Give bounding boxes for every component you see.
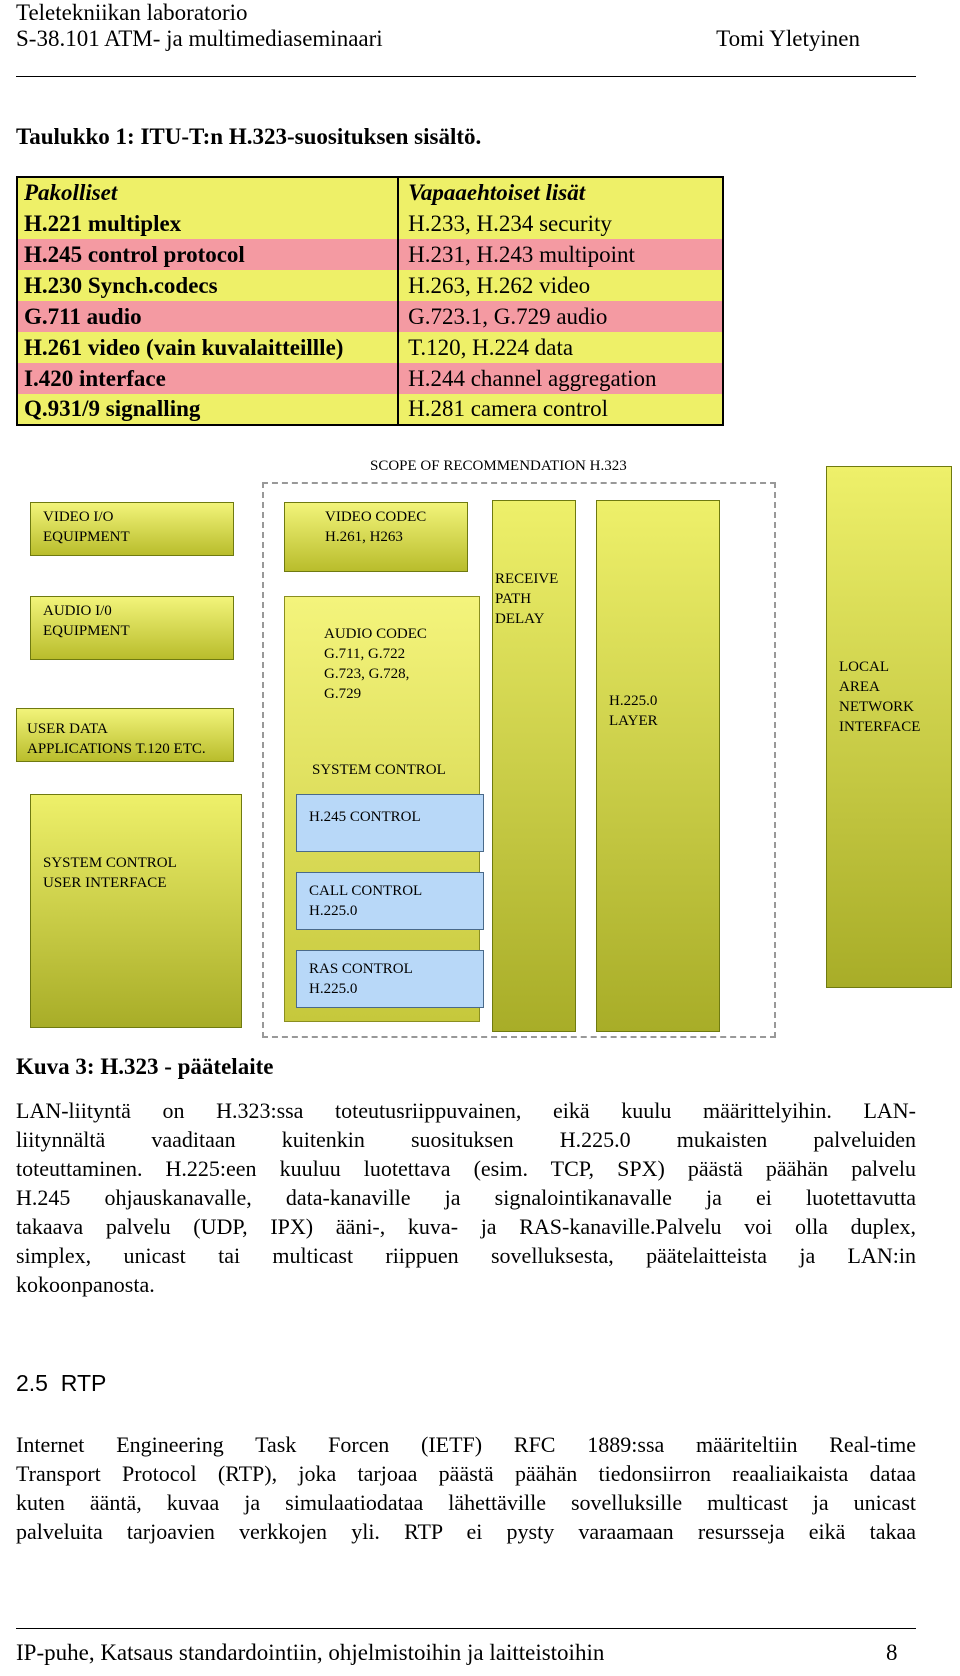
box-label: RAS CONTROL: [309, 961, 413, 977]
box-label: H.261, H263: [325, 529, 403, 545]
box-label: G.729: [324, 686, 362, 702]
box-label: H.225.0: [309, 903, 358, 919]
table-row: [17, 332, 723, 363]
box-label: NETWORK: [839, 699, 914, 715]
call-control-box: [296, 872, 484, 930]
table-cell: H.244 channel aggregation: [398, 363, 723, 394]
box-label: USER DATA: [27, 721, 108, 737]
table-cell: H.245 control protocol: [17, 239, 398, 270]
table-cell: H.263, H.262 video: [398, 270, 723, 301]
box-label: G.711, G.722: [324, 646, 406, 662]
table-row: [17, 270, 723, 301]
text-line: kuten ääntä, kuvaa ja simulaatiodataa lähettäville sovelluksille multicast ja unicast: [16, 1490, 916, 1515]
table-cell: H.233, H.234 security: [398, 208, 723, 239]
text-line: takaava palvelu (UDP, IPX) ääni-, kuva- ja RAS-kanaville.Palvelu voi olla duplex,: [16, 1214, 916, 1239]
box-label: APPLICATIONS T.120 ETC.: [27, 741, 206, 757]
box-label: RECEIVE: [495, 571, 559, 587]
h2250-layer-box: [596, 500, 720, 1032]
text-line: H.245 ohjauskanavalle, data-kanaville ja signalointikanavalle ja ei luotettavutta: [16, 1185, 916, 1210]
box-label: H.225.0: [609, 693, 658, 709]
box-label: AREA: [839, 679, 880, 695]
header-lab: Teletekniikan laboratorio: [16, 0, 248, 25]
box-label: LAYER: [609, 713, 658, 729]
box-label: LOCAL: [839, 659, 889, 675]
table-cell: G.711 audio: [17, 301, 398, 332]
table-cell: H.221 multiplex: [17, 208, 398, 239]
figure-caption: Kuva 3: H.323 - päätelaite: [16, 1054, 274, 1079]
table-cell: H.230 Synch.codecs: [17, 270, 398, 301]
header-course: S-38.101 ATM- ja multimediaseminaari: [16, 26, 383, 51]
table-row: [17, 208, 723, 239]
h245-control-box: [296, 794, 484, 852]
table-row: [17, 363, 723, 394]
footer-rule: [16, 1628, 916, 1629]
box-label: EQUIPMENT: [43, 529, 130, 545]
box-label: G.723, G.728,: [324, 666, 410, 682]
table-cell: H.261 video (vain kuvalaitteillle): [17, 332, 398, 363]
box-label: PATH: [495, 591, 532, 607]
table-row: [17, 177, 723, 208]
system-control-ui-box: [30, 794, 242, 1028]
lan-interface-box: [826, 466, 952, 988]
text-line: Internet Engineering Task Forcen (IETF) RFC 1889:ssa määriteltiin Real-time: [16, 1432, 916, 1457]
box-label: AUDIO CODEC: [324, 626, 427, 642]
box-label: H.225.0: [309, 981, 358, 997]
text-line: LAN-liityntä on H.323:ssa toteutusriippuvainen, eikä kuulu määrittelyihin. LAN-: [16, 1098, 916, 1123]
table-cell: G.723.1, G.729 audio: [398, 301, 723, 332]
table-cell: H.231, H.243 multipoint: [398, 239, 723, 270]
box-label: VIDEO I/O: [43, 509, 114, 525]
paragraph-lan: [16, 1096, 916, 1299]
box-label: CALL CONTROL: [309, 883, 423, 899]
box-label: H.245 CONTROL: [309, 809, 421, 825]
scope-label: SCOPE OF RECOMMENDATION H.323: [370, 458, 627, 474]
box-label: SYSTEM CONTROL: [43, 855, 177, 871]
user-data-box: [16, 708, 234, 762]
text-line: simplex, unicast tai multicast riippuen sovelluksesta, päätelaitteista ja LAN:in: [16, 1243, 916, 1268]
section-heading: [16, 1370, 106, 1397]
section-number: 2.5: [16, 1370, 48, 1396]
table-caption: Taulukko 1: ITU-T:n H.323-suosituksen sisältö.: [16, 124, 482, 149]
header-author: Tomi Yletyinen: [716, 26, 860, 51]
page-number: 8: [886, 1640, 898, 1665]
audio-codec-label: [324, 624, 427, 704]
table-row: [17, 394, 723, 425]
paragraph-rtp: [16, 1430, 916, 1546]
box-label: AUDIO I/0: [43, 603, 112, 619]
receive-path-delay-box: [492, 500, 576, 1032]
text-line: Transport Protocol (RTP), joka tarjoaa päästä päähän tiedonsiirron reaaliaikaista dataa: [16, 1461, 916, 1486]
table-row: [17, 239, 723, 270]
box-label: USER INTERFACE: [43, 875, 167, 891]
box-label: DELAY: [495, 611, 545, 627]
table-row: [17, 301, 723, 332]
box-label: VIDEO CODEC: [325, 509, 427, 525]
ras-control-box: [296, 950, 484, 1008]
table-cell: Q.931/9 signalling: [17, 394, 398, 425]
text-line: palveluita tarjoavien verkkojen yli. RTP ei pysty varaamaan resursseja eikä takaa: [16, 1519, 916, 1544]
section-title: RTP: [60, 1370, 107, 1396]
header-rule: [16, 76, 916, 77]
box-label: INTERFACE: [839, 719, 921, 735]
table-cell: T.120, H.224 data: [398, 332, 723, 363]
video-codec-box: [284, 502, 468, 572]
text-line: toteuttaminen. H.225:een kuuluu luotettava (esim. TCP, SPX) päästä päähän palvelu: [16, 1156, 916, 1181]
table-cell: I.420 interface: [17, 363, 398, 394]
video-io-box: [30, 502, 234, 556]
table-cell: H.281 camera control: [398, 394, 723, 425]
footer-text: IP-puhe, Katsaus standardointiin, ohjelmistoihin ja laitteistoihin: [16, 1640, 605, 1665]
table-cell: Vapaaehtoiset lisät: [398, 177, 723, 208]
text-line: liitynnältä vaaditaan kuitenkin suosituksen H.225.0 mukaisten palveluiden: [16, 1127, 916, 1152]
text-line: kokoonpanosta.: [16, 1272, 155, 1297]
audio-io-box: [30, 596, 234, 660]
system-control-label: SYSTEM CONTROL: [312, 762, 446, 778]
box-label: EQUIPMENT: [43, 623, 130, 639]
table-cell: Pakolliset: [17, 177, 398, 208]
h323-contents-table: [16, 176, 724, 426]
